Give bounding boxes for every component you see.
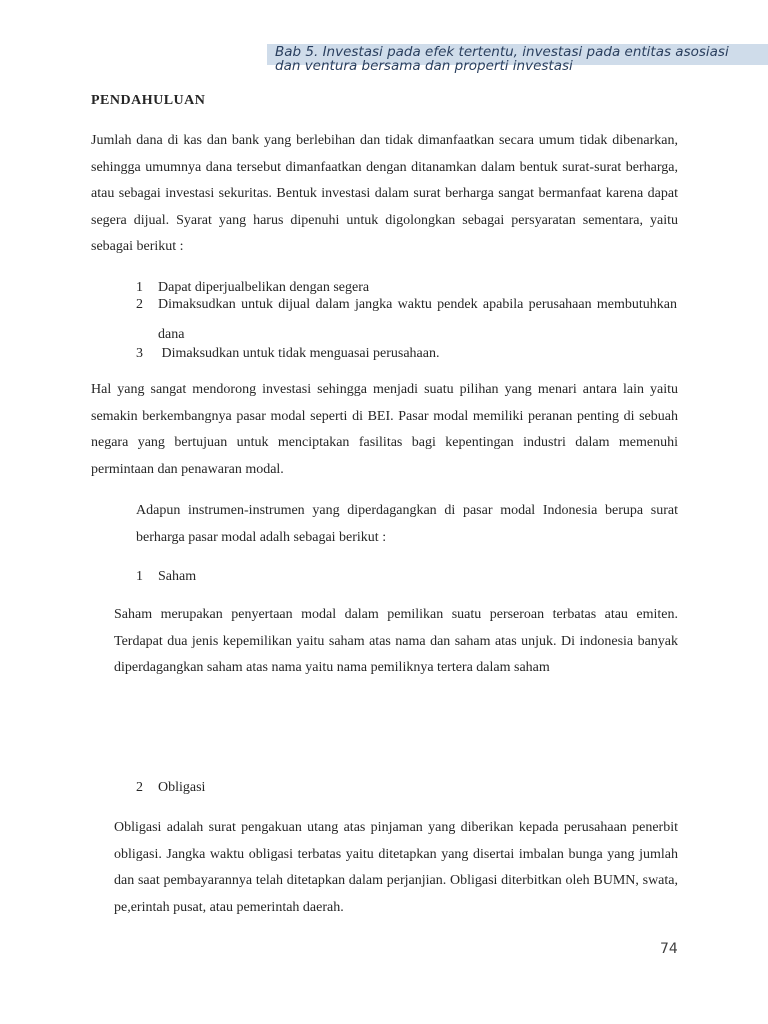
list-item-number: 2 [136,297,143,312]
page-number: 74 [660,941,678,957]
list-item-text: Dimaksudkan untuk tidak menguasai perusahaan. [158,346,440,361]
list-item-number: 3 [136,346,143,361]
obligasi-paragraph: Obligasi adalah surat pengakuan utang atas pinjaman yang diberikan kepada perusahaan penerbit obligasi. Jangka waktu obligasi terbatas yaitu ditetapkan yang disertai imbalan bunga yang jumlah dan saat pembayarannya telah ditetapkan dalam perjanjian. Obligasi diterbitkan oleh BUMN, swata, pe,erintah pusat, atau pemerintah daerah. [114,820,678,915]
running-header-title-continued: dan ventura bersama dan properti investasi [275,58,573,74]
list-item [136,345,677,362]
market-paragraph: Hal yang sangat mendorong investasi sehingga menjadi suatu pilihan yang menari antara lain yaitu semakin berkembangnya pasar modal seperti di BEI. Pasar modal memiliki peranan penting di sebuah negara yang bertujuan untuk menciptakan fasilitas bagi kepentingan industri dalam memenuhi permintaan dan penawaran modal. [91,382,678,477]
intro-paragraph: Jumlah dana di kas dan bank yang berlebihan dan tidak dimanfaatkan secara umum tidak dibenarkan, sehingga umumnya dana tersebut dimanfaatkan dengan ditanamkan dalam bentuk surat-surat berharga, atau sebagai investasi sekuritas. Bentuk investasi dalam surat berharga sangat bermanfaat karena dapat segera dijual. Syarat yang harus dipenuhi untuk digolongkan sebagai persyaratan sementara, yaitu sebagai berikut : [91,133,678,255]
subsection-title: Obligasi [158,780,206,795]
running-header [267,44,768,74]
requirements-list [136,279,677,362]
list-item-text: Dimaksudkan untuk dijual dalam jangka waktu pendek apabila perusahaan membutuhkan dana [158,297,677,342]
subsection-heading-obligasi [136,780,205,796]
running-header-title: Bab 5. Investasi pada efek tertentu, investasi pada entitas asosiasi [275,44,729,60]
section-heading: PENDAHULUAN [91,93,206,108]
subsection-heading-saham [136,569,196,585]
list-item-number: 1 [136,280,143,295]
subsection-number: 1 [136,569,143,584]
list-item-text: Dapat diperjualbelikan dengan segera [158,280,370,295]
list-item [136,290,677,350]
subsection-number: 2 [136,780,143,795]
instruments-paragraph: Adapun instrumen-instrumen yang diperdagangkan di pasar modal Indonesia berupa surat berharga pasar modal adalh sebagai berikut : [136,503,678,545]
subsection-title: Saham [158,569,197,584]
saham-paragraph: Saham merupakan penyertaan modal dalam pemilikan suatu perseroan terbatas atau emiten. Terdapat dua jenis kepemilikan yaitu saham atas nama dan saham atas unjuk. Di indonesia banyak diperdagangkan saham atas nama yaitu nama pemiliknya tertera dalam saham [114,607,678,676]
